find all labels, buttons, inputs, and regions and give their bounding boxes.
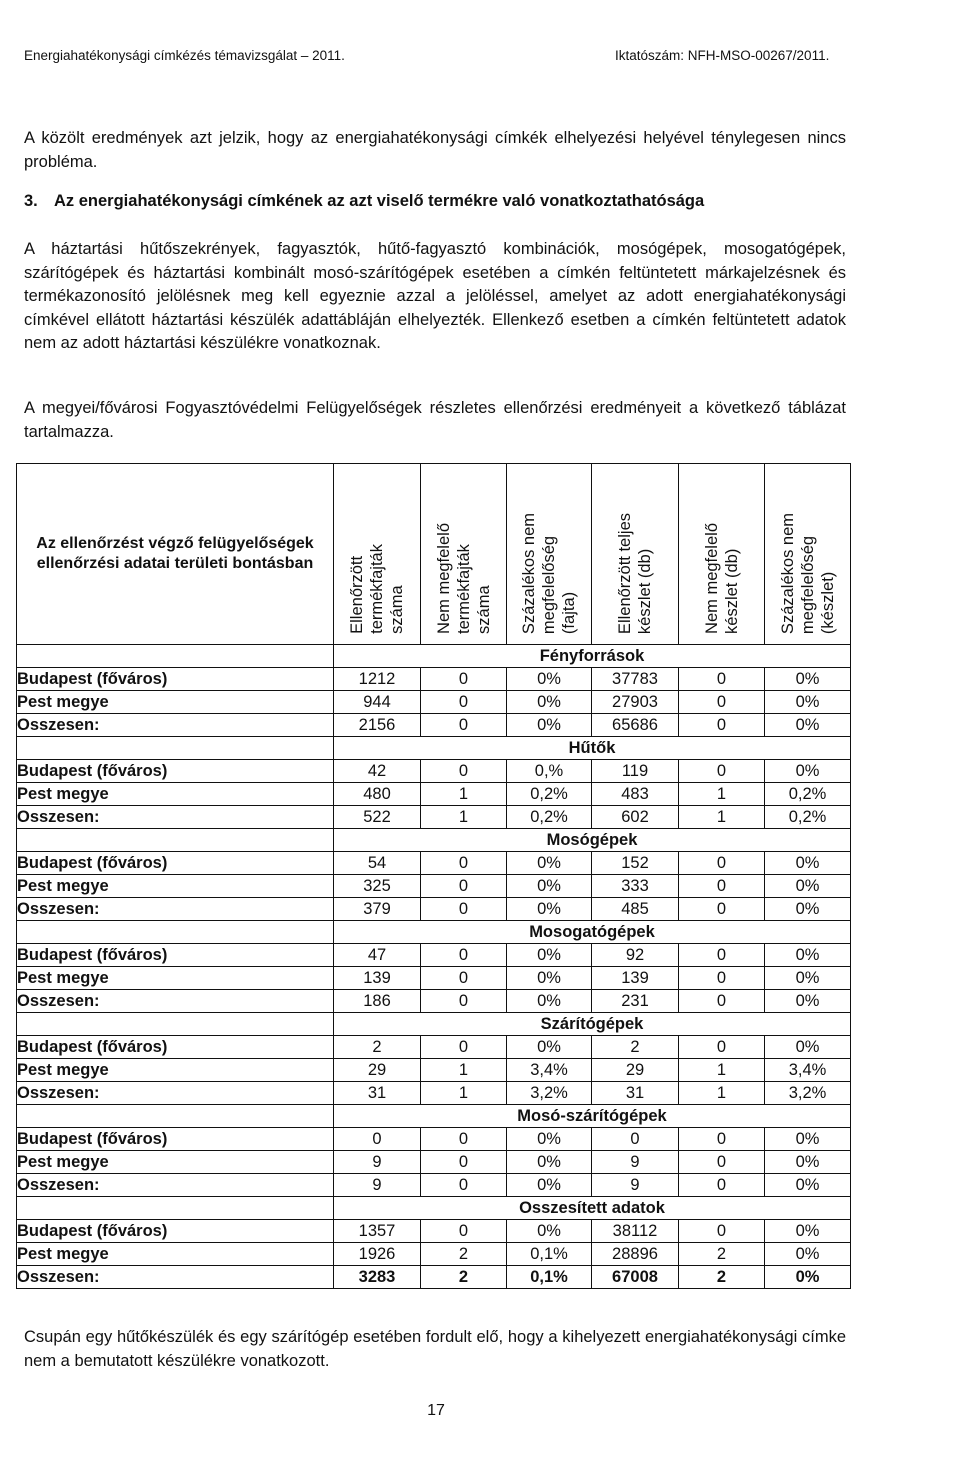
table-cell: 9 [334,1151,421,1174]
table-cell: 480 [334,783,421,806]
inspection-results-table [16,463,851,1289]
category-row [17,1197,851,1220]
table-row [17,852,851,875]
table-cell: 0% [765,1151,851,1174]
table-cell: 0 [421,1036,507,1059]
column-header-text: Százalékos nem megfelelőség (készlet) [778,512,837,634]
table-cell: 0,1% [507,1266,592,1289]
column-header [765,464,851,645]
column-header [507,464,592,645]
table-cell: 3,2% [765,1082,851,1105]
table-cell: 944 [334,691,421,714]
row-label: Budapest (főváros) [17,1128,334,1151]
table-cell: 0 [421,691,507,714]
table-cell: 231 [592,990,679,1013]
table-cell: 186 [334,990,421,1013]
table-cell: 0% [507,1128,592,1151]
table-cell: 139 [334,967,421,990]
table-cell: 0,2% [765,806,851,829]
table-cell: 0% [507,1220,592,1243]
row-label: Osszesen: [17,1082,334,1105]
table-cell: 0,% [507,760,592,783]
table-cell: 0% [765,1174,851,1197]
table-cell: 0% [765,1220,851,1243]
table-cell: 485 [592,898,679,921]
column-header-text: Nem megfelelő termékfajták száma [434,523,493,634]
table-cell: 0 [421,967,507,990]
table-cell: 0% [765,1243,851,1266]
table-row [17,783,851,806]
table-cell: 0 [679,852,765,875]
table-cell: 1 [421,783,507,806]
table-cell: 9 [592,1151,679,1174]
table-cell: 3283 [334,1266,421,1289]
table-row [17,875,851,898]
table-cell: 0 [679,967,765,990]
table-cell: 0 [679,1174,765,1197]
page-number: 17 [427,1402,445,1419]
paragraph-2: A megyei/fővárosi Fogyasztóvédelmi Felügyelőségek részletes ellenőrzési eredményeit a következő táblázat tartalmazza. [24,399,846,441]
table-cell: 1 [679,1082,765,1105]
column-header [421,464,507,645]
table-cell: 1 [679,806,765,829]
section-number: 3. [24,192,38,210]
table-cell: 1 [679,783,765,806]
table-cell: 0 [421,875,507,898]
table-cell: 0% [765,714,851,737]
column-header-text: Százalékos nem megfelelőség (fajta) [520,512,578,634]
table-cell: 2 [334,1036,421,1059]
table-cell: 0% [765,875,851,898]
table-row [17,1082,851,1105]
header-right-text: Iktatószám: NFH-MSO-00267/2011. [615,48,830,63]
category-label: Mosó-szárítógépek [334,1105,851,1128]
corner-header: Az ellenőrzést végző felügyelőségek ellenőrzési adatai területi bontásban [17,464,334,645]
table-cell: 0% [765,760,851,783]
table-cell: 0 [421,898,507,921]
table-cell: 1926 [334,1243,421,1266]
table-cell: 0% [507,944,592,967]
table-row [17,668,851,691]
table-cell: 92 [592,944,679,967]
column-header [592,464,679,645]
table-cell: 3,2% [507,1082,592,1105]
table-cell: 0 [334,1128,421,1151]
table-header-row [17,464,851,645]
row-label: Pest megye [17,1151,334,1174]
intro-paragraph: A közölt eredmények azt jelzik, hogy az energiahatékonysági címkék elhelyezési helyével ténylegesen nincs probléma. [24,129,846,171]
table-cell: 0 [421,1220,507,1243]
category-label: Hűtők [334,737,851,760]
table-cell: 0,2% [507,806,592,829]
table-cell: 3,4% [507,1059,592,1082]
table-cell: 0 [421,760,507,783]
table-cell: 0% [765,967,851,990]
table-cell: 0 [679,1220,765,1243]
row-label: Budapest (főváros) [17,852,334,875]
row-label: Osszesen: [17,1266,334,1289]
table-cell: 1357 [334,1220,421,1243]
table-cell: 38112 [592,1220,679,1243]
table-cell: 2 [592,1036,679,1059]
category-label: Mosogatógépek [334,921,851,944]
category-row [17,829,851,852]
table-row [17,806,851,829]
table-row [17,760,851,783]
row-label: Budapest (főváros) [17,760,334,783]
table-row [17,1036,851,1059]
table-cell: 27903 [592,691,679,714]
table-cell: 0 [679,898,765,921]
table-row [17,714,851,737]
table-cell: 0 [679,691,765,714]
table-cell: 2 [421,1243,507,1266]
row-label: Budapest (főváros) [17,1036,334,1059]
row-label: Pest megye [17,875,334,898]
table-cell: 9 [334,1174,421,1197]
table-cell: 28896 [592,1243,679,1266]
table-cell: 522 [334,806,421,829]
table-cell: 1 [679,1059,765,1082]
table-row [17,898,851,921]
row-label: Pest megye [17,783,334,806]
row-label: Osszesen: [17,714,334,737]
table-cell: 379 [334,898,421,921]
category-row [17,1105,851,1128]
table-cell: 0% [765,1266,851,1289]
table-cell: 0% [507,1151,592,1174]
table-cell: 1 [421,1082,507,1105]
table-body [17,645,851,1289]
row-label: Osszesen: [17,1174,334,1197]
table-cell: 0 [421,668,507,691]
table-cell: 31 [334,1082,421,1105]
table-row [17,1174,851,1197]
table-cell: 602 [592,806,679,829]
table-cell: 0% [507,1174,592,1197]
table-cell: 0% [507,875,592,898]
table-row [17,944,851,967]
row-label: Budapest (főváros) [17,944,334,967]
table-cell: 483 [592,783,679,806]
table-row [17,1151,851,1174]
table-cell: 1 [421,806,507,829]
category-row [17,645,851,668]
table-cell: 0% [507,967,592,990]
table-cell: 0% [765,1036,851,1059]
table-cell: 0% [507,691,592,714]
table-cell: 2 [679,1243,765,1266]
table-cell: 0 [421,1151,507,1174]
table-cell: 0 [421,944,507,967]
table-cell: 0 [679,875,765,898]
category-label: Szárítógépek [334,1013,851,1036]
table-cell: 152 [592,852,679,875]
table-cell: 2 [679,1266,765,1289]
table-cell: 0 [679,944,765,967]
row-label: Pest megye [17,1059,334,1082]
table-row [17,1266,851,1289]
table-cell: 0% [765,990,851,1013]
table-cell: 29 [592,1059,679,1082]
table-row [17,1220,851,1243]
row-label: Budapest (főváros) [17,1220,334,1243]
table-cell: 0,1% [507,1243,592,1266]
table-cell: 119 [592,760,679,783]
table-cell: 3,4% [765,1059,851,1082]
table-cell: 0% [765,668,851,691]
row-label: Pest megye [17,1243,334,1266]
category-row [17,921,851,944]
category-row [17,1013,851,1036]
table-cell: 0,2% [507,783,592,806]
table-row [17,1243,851,1266]
row-label: Osszesen: [17,990,334,1013]
table-cell: 0 [679,990,765,1013]
table-cell: 0% [507,1036,592,1059]
table-row [17,990,851,1013]
table-cell: 2156 [334,714,421,737]
table-row [17,691,851,714]
table-cell: 0% [507,852,592,875]
table-row [17,967,851,990]
table-cell: 0 [679,760,765,783]
category-label: Mosógépek [334,829,851,852]
table-cell: 1212 [334,668,421,691]
category-label: Fényforrások [334,645,851,668]
table-cell: 42 [334,760,421,783]
table-row [17,1128,851,1151]
table-cell: 0% [507,668,592,691]
row-label: Budapest (főváros) [17,668,334,691]
column-header-text: Ellenőrzött termékfajták száma [348,544,406,634]
table-cell: 0% [765,898,851,921]
table-cell: 0 [421,1128,507,1151]
table-cell: 0% [507,898,592,921]
table-cell: 54 [334,852,421,875]
table-row [17,1059,851,1082]
section-title: Az energiahatékonysági címkének az azt viselő termékre való vonatkoztathatósága [54,192,705,210]
row-label: Osszesen: [17,806,334,829]
row-label: Pest megye [17,691,334,714]
table-cell: 47 [334,944,421,967]
table-cell: 2 [421,1266,507,1289]
table-cell: 9 [592,1174,679,1197]
category-label: Osszesített adatok [334,1197,851,1220]
table-cell: 0 [679,1128,765,1151]
table-cell: 0 [421,990,507,1013]
category-row [17,737,851,760]
table-cell: 29 [334,1059,421,1082]
row-label: Pest megye [17,967,334,990]
table-cell: 0 [421,852,507,875]
table-cell: 0% [765,852,851,875]
table-cell: 0 [421,714,507,737]
table-cell: 139 [592,967,679,990]
table-cell: 333 [592,875,679,898]
column-header [679,464,765,645]
column-header-text: Ellenőrzött teljes készlet (db) [616,512,654,634]
table-cell: 0 [679,1036,765,1059]
table-cell: 0 [592,1128,679,1151]
table-cell: 65686 [592,714,679,737]
table-cell: 0% [765,1128,851,1151]
table-cell: 0 [679,668,765,691]
table-cell: 31 [592,1082,679,1105]
table-cell: 325 [334,875,421,898]
table-cell: 0 [421,1174,507,1197]
table-cell: 0 [679,714,765,737]
table-cell: 67008 [592,1266,679,1289]
header-left-text: Energiahatékonysági címkézés témavizsgálat – 2011. [24,48,345,63]
table-cell: 0% [765,691,851,714]
column-header-text: Nem megfelelő készlet (db) [702,523,741,634]
paragraph-1: A háztartási hűtőszekrények, fagyasztók, hűtő-fagyasztó kombinációk, mosógépek, mosogatógépek, szárítógépek és háztartási kombinált mosó-szárítógépek esetében a címkén feltüntetett márkajelzésnek és termékazonosító jelölésnek meg kell egyeznie azzal a jelöléssel, amelyet az adott energiahatékonysági címkével ellátott háztartási készülék adattábláján elhelyezték. Ellenkező esetben a címkén feltüntetett adatok nem az adott háztartási készülékre vonatkoznak. [24,240,846,352]
table-cell: 0% [765,944,851,967]
column-header [334,464,421,645]
table-cell: 0 [679,1151,765,1174]
table-cell: 0% [507,714,592,737]
table-cell: 1 [421,1059,507,1082]
section-heading [24,192,854,211]
closing-paragraph: Csupán egy hűtőkészülék és egy szárítógép esetében fordult elő, hogy a kihelyezett energiahatékonysági címke nem a bemutatott készülékre vonatkozott. [24,1328,846,1370]
row-label: Osszesen: [17,898,334,921]
table-cell: 0,2% [765,783,851,806]
table-cell: 37783 [592,668,679,691]
table-cell: 0% [507,990,592,1013]
